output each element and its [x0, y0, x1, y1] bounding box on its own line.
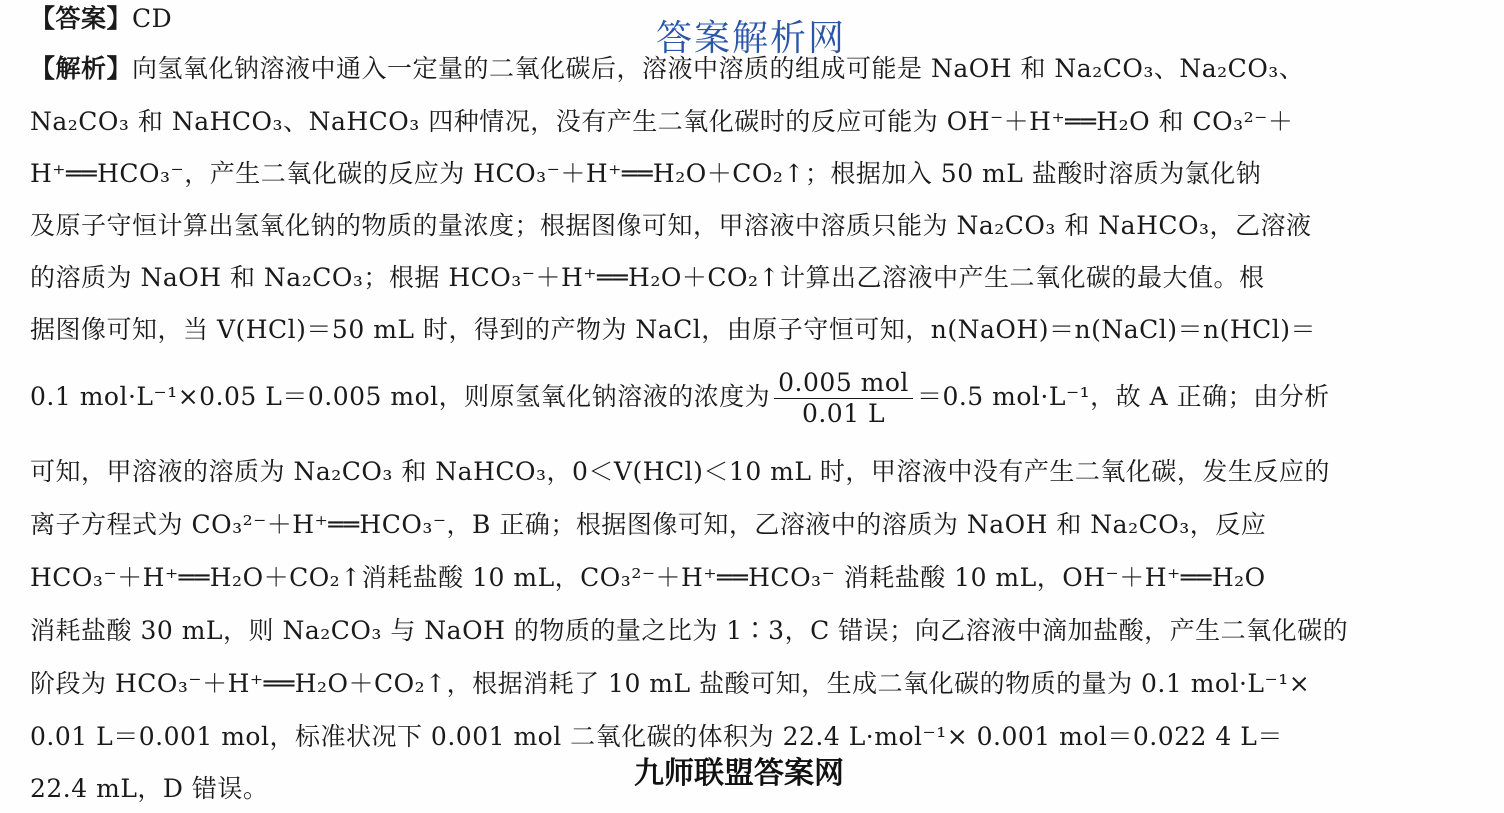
analysis-line-14: 22.4 mL，D 错误。 — [30, 774, 269, 803]
analysis-line-2: Na₂CO₃ 和 NaHCO₃、NaHCO₃ 四种情况，没有产生二氧化碳时的反应可能为 OH⁻＋H⁺══H₂O 和 CO₃²⁻＋ — [30, 107, 1294, 136]
analysis-line-11: 消耗盐酸 30 mL，则 Na₂CO₃ 与 NaOH 的物质的量之比为 1∶3，C 错误；向乙溶液中滴加盐酸，产生二氧化碳的 — [30, 616, 1349, 645]
fraction-denominator: 0.01 L — [801, 399, 886, 428]
watermark-bottom: 九师联盟答案网 — [634, 756, 844, 791]
answer-line — [30, 2, 1470, 36]
analysis-line-10: HCO₃⁻＋H⁺══H₂O＋CO₂↑消耗盐酸 10 mL，CO₃²⁻＋H⁺══HCO₃⁻ 消耗盐酸 10 mL，OH⁻＋H⁺══H₂O — [30, 563, 1266, 592]
analysis-label: 【解析】 — [30, 54, 133, 83]
fraction-after: ＝0.5 mol·L⁻¹，故 A 正确；由分析 — [916, 382, 1330, 411]
fraction-line — [30, 366, 1470, 429]
analysis-line-4: 及原子守恒计算出氢氧化钠的物质的量浓度；根据图像可知，甲溶液中溶质只能为 Na₂CO₃ 和 NaHCO₃，乙溶液 — [30, 211, 1312, 240]
fraction-before: 0.1 mol·L⁻¹×0.05 L＝0.005 mol，则原氢氧化钠溶液的浓度为 — [30, 382, 771, 411]
analysis-line-6: 据图像可知，当 V(HCl)＝50 mL 时，得到的产物为 NaCl，由原子守恒可知，n(NaOH)＝n(NaCl)＝n(HCl)＝ — [30, 315, 1317, 344]
analysis-line-8: 可知，甲溶液的溶质为 Na₂CO₃ 和 NaHCO₃，0＜V(HCl)＜10 mL 时，甲溶液中没有产生二氧化碳，发生反应的 — [30, 457, 1330, 486]
analysis-line-1 — [30, 52, 1470, 86]
analysis-text: 向氢氧化钠溶液中通入一定量的二氧化碳后，溶液中溶质的组成可能是 NaOH 和 Na₂CO₃、Na₂CO₃、 — [132, 54, 1305, 83]
analysis-line-9: 离子方程式为 CO₃²⁻＋H⁺══HCO₃⁻，B 正确；根据图像可知，乙溶液中的溶质为 NaOH 和 Na₂CO₃，反应 — [30, 510, 1267, 539]
concentration-fraction — [774, 368, 913, 429]
analysis-line-5: 的溶质为 NaOH 和 Na₂CO₃；根据 HCO₃⁻＋H⁺══H₂O＋CO₂↑计算出乙溶液中产生二氧化碳的最大值。根 — [30, 263, 1265, 292]
analysis-line-13: 0.01 L＝0.001 mol，标准状况下 0.001 mol 二氧化碳的体积为 22.4 L·mol⁻¹× 0.001 mol＝0.022 4 L＝ — [30, 722, 1283, 751]
answer-label: 【答案】 — [30, 4, 133, 33]
watermark-top: 答案解析网 — [656, 18, 847, 59]
fraction-numerator: 0.005 mol — [774, 368, 913, 399]
answer-value: CD — [132, 4, 173, 33]
analysis-line-3: H⁺══HCO₃⁻，产生二氧化碳的反应为 HCO₃⁻＋H⁺══H₂O＋CO₂↑；根据加入 50 mL 盐酸时溶质为氯化钠 — [30, 159, 1262, 188]
analysis-line-12: 阶段为 HCO₃⁻＋H⁺══H₂O＋CO₂↑，根据消耗了 10 mL 盐酸可知，生成二氧化碳的物质的量为 0.1 mol·L⁻¹× — [30, 669, 1311, 698]
